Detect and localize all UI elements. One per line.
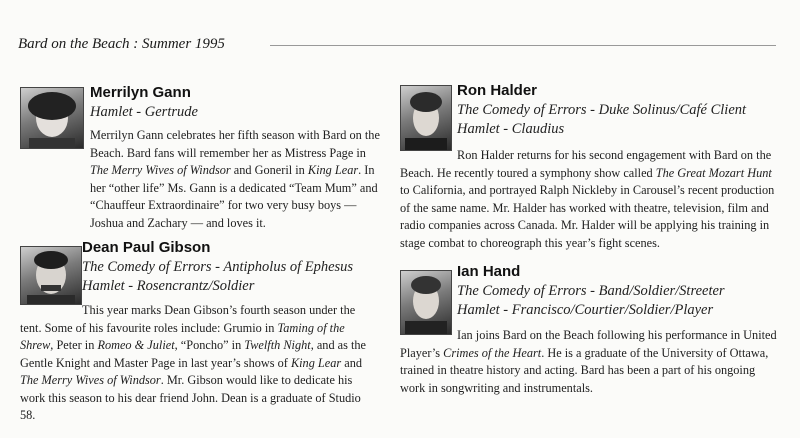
bio-text: , “Poncho” in: [174, 338, 245, 352]
title-italic: King Lear: [307, 163, 359, 177]
title-italic: Taming of the Shrew: [20, 320, 345, 352]
bio-text: . Mr. Gibson would like to dedicate his work this season to his dear friend John. Dean is a graduate of Studio 58.: [20, 373, 361, 422]
person-name: Dean Paul Gibson: [82, 239, 211, 256]
bio-text: to California, and portrayed Ralph Nickleby in Carousel’s recent production of the same name. Mr. Halder has worked with theatre, television, film and radio companies across Canada. Mr. Halder will be applying his training in stage combat to choreograph this year’s fight scenes.: [400, 183, 775, 250]
person-role: Hamlet - Francisco/Courtier/Soldier/Player: [457, 302, 714, 318]
bio-text: Ron Halder returns for his second engagement with Bard on the Beach. He recently toured a symphony show called: [400, 148, 772, 180]
person-name: Merrilyn Gann: [90, 84, 191, 101]
title-italic: The Merry Wives of Windsor: [90, 163, 231, 177]
person-role: Hamlet - Claudius: [457, 121, 565, 137]
headshot-merrilyn-gann: [20, 87, 84, 149]
person-role: The Comedy of Errors - Duke Solinus/Café Client: [457, 102, 747, 118]
headshot-ian-hand: [400, 270, 452, 335]
person-name: Ron Halder: [457, 82, 538, 99]
title-italic: The Great Mozart Hunt: [655, 165, 772, 180]
title-italic: Romeo & Juliet: [97, 338, 175, 352]
bio-text: , and as the Gentle Knight and Master Page in last year’s shows of: [20, 338, 367, 370]
person-role: Hamlet - Rosencrantz/Soldier: [82, 278, 255, 294]
headshot-ron-halder: [400, 85, 452, 151]
person-bio: [400, 327, 778, 397]
person-bio: [20, 302, 376, 425]
title-italic: The Merry Wives of Windsor: [20, 373, 161, 387]
bio-text: This year marks Dean Gibson’s fourth season under the tent. Some of his favourite roles include: Grumio in: [20, 303, 356, 335]
bio-text: . He is a graduate of the University of Ottawa, trained in theatre history and acting. Bard has been a part of his ongoing work in songwriting and instrumentals.: [400, 345, 769, 395]
person-bio: [400, 147, 778, 252]
person-role: The Comedy of Errors - Band/Soldier/Streeter: [457, 283, 725, 299]
page-header: Bard on the Beach : Summer 1995: [18, 36, 225, 52]
bio-text: and: [341, 355, 363, 370]
bio-text: . In her “other life” Ms. Gann is a dedicated “Team Mum” and “Chauffeur Extraordinaire” for two very busy boys — Joshua and Zachary — and loves it.: [90, 163, 378, 230]
bio-text: Ian joins Bard on the Beach following his performance in United Player’s: [400, 328, 777, 360]
person-bio: [90, 127, 382, 232]
person-role: The Comedy of Errors - Antipholus of Ephesus: [82, 259, 354, 275]
bio-text: Merrilyn Gann celebrates her fifth season with Bard on the Beach. Bard fans will remember her as Mistress Page in: [90, 128, 380, 160]
header-rule: [270, 45, 776, 46]
headshot-dean-paul-gibson: [20, 246, 82, 305]
title-italic: Crimes of the Heart: [443, 345, 542, 360]
title-italic: Twelfth Night: [244, 338, 311, 352]
person-name: Ian Hand: [457, 263, 521, 280]
bio-text: and Goneril in: [230, 163, 308, 177]
person-role: Hamlet - Gertrude: [90, 104, 198, 120]
title-italic: King Lear: [290, 355, 342, 370]
bio-text: , Peter in: [50, 338, 98, 352]
